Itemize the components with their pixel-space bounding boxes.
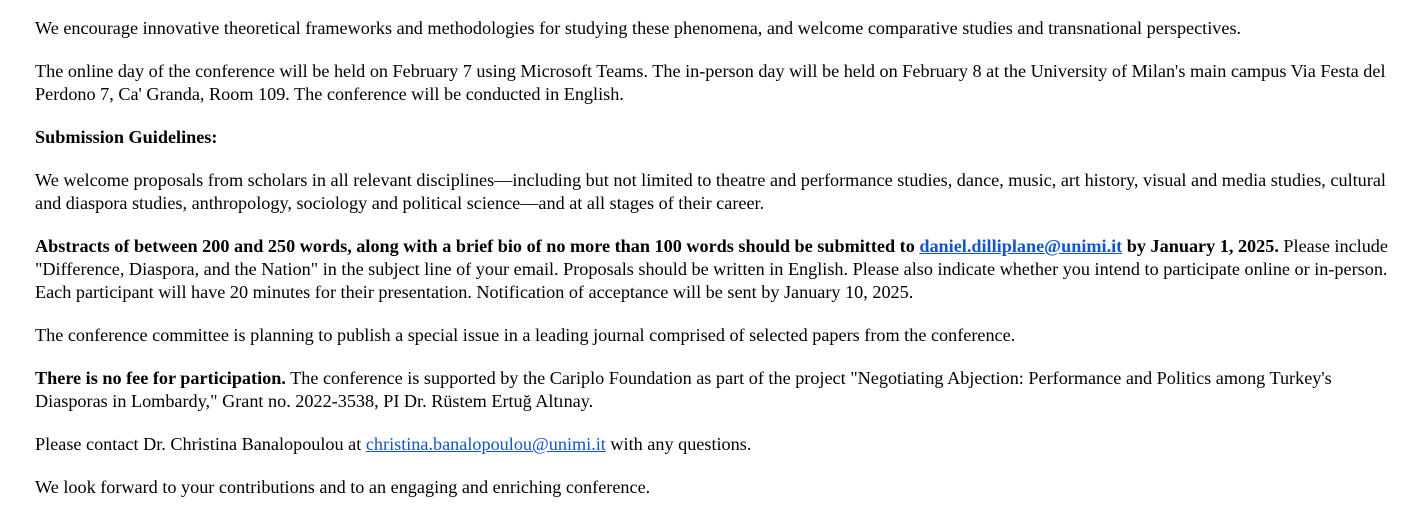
fee-bold-lead: There is no fee for participation. xyxy=(35,368,286,388)
abstracts-paragraph xyxy=(35,235,1392,304)
frameworks-paragraph: We encourage innovative theoretical frameworks and methodologies for studying these phenomena, and welcome comparative studies and transnational perspectives. xyxy=(35,18,1242,38)
publication-paragraph: The conference committee is planning to publish a special issue in a leading journal comprised of selected papers from the conference. xyxy=(35,325,1016,345)
venue-paragraph: The online day of the conference will be held on February 7 using Microsoft Teams. The in-person day will be held on February 8 at the University of Milan's main campus Via Festa del Perdono 7, Ca' Granda, Room 109. The conference will be conducted in English. xyxy=(35,61,1386,104)
contact-paragraph xyxy=(35,433,1392,456)
submission-guidelines-heading-text: Submission Guidelines: xyxy=(35,127,218,147)
abstracts-details: Please include "Difference, Diaspora, and the Nation" in the subject line of your email. Proposals should be written in English. Please also indicate whether you intend to participate online or in-person. Each participant will have 20 minutes for their presentation. Notification of acceptance will be sent by January 10, 2025. xyxy=(35,236,1388,302)
contact-lead: Please contact Dr. Christina Banalopoulou at xyxy=(35,434,366,454)
closing-paragraph: We look forward to your contributions and to an engaging and enriching conference. xyxy=(35,477,651,497)
contact-tail: with any questions. xyxy=(605,434,752,454)
abstracts-bold-text xyxy=(35,236,1279,256)
abstracts-deadline: by January 1, 2025. xyxy=(1122,236,1279,256)
contact-email-link[interactable]: christina.banalopoulou@unimi.it xyxy=(365,434,606,454)
submission-guidelines-heading xyxy=(35,126,1392,149)
disciplines-paragraph: We welcome proposals from scholars in all relevant disciplines—including but not limited to theatre and performance studies, dance, music, art history, visual and media studies, cultural and diaspora studies, anthropology, sociology and political science—and at all stages of their career. xyxy=(35,170,1386,213)
submission-email-link[interactable]: daniel.dilliplane@unimi.it xyxy=(919,236,1123,256)
fee-details: The conference is supported by the Cariplo Foundation as part of the project "Negotiating Abjection: Performance and Politics among Turkey's Diasporas in Lombardy," Grant no. 2022-3538, PI Dr. Rüstem Ertuğ Altınay. xyxy=(35,368,1332,411)
abstracts-bold-lead: Abstracts of between 200 and 250 words, along with a brief bio of no more than 100 words should be submitted to xyxy=(35,236,920,256)
fee-paragraph xyxy=(35,367,1392,413)
